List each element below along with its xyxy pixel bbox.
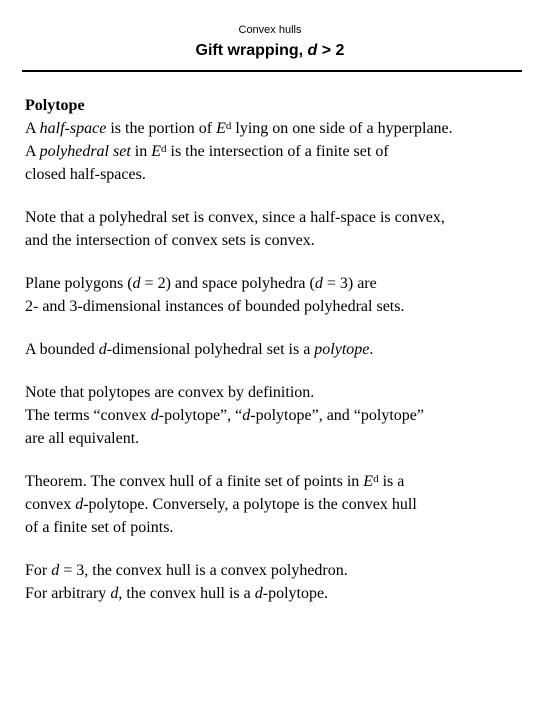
text-run: , the convex hull is a	[118, 585, 255, 602]
variable-d: d	[132, 275, 141, 292]
section-heading: Polytope	[25, 97, 85, 114]
text-run: = 3, the convex hull is a convex polyhedron.	[59, 562, 348, 579]
theorem-line	[25, 493, 525, 516]
case-arbitrary-d-line	[25, 582, 525, 605]
text-run: is the portion of	[106, 120, 217, 137]
text-line: are all equivalent.	[25, 430, 140, 447]
text-line: and the intersection of convex sets is convex.	[25, 232, 315, 249]
text-run: = 3) are	[322, 275, 377, 292]
term-polytope: polytope	[314, 341, 370, 358]
space-symbol: E	[363, 473, 374, 490]
term-half-space: half-space	[39, 120, 107, 137]
text-run: For	[25, 562, 52, 579]
case-d3-line	[25, 559, 525, 582]
text-run: A bounded	[25, 341, 99, 358]
variable-d: d	[51, 562, 60, 579]
text-line: Note that a polyhedral set is convex, since a half-space is convex,	[25, 209, 445, 226]
text-run: is the intersection of a finite set of	[166, 143, 389, 160]
variable-d: d	[314, 275, 323, 292]
title-variable: d	[307, 42, 318, 59]
text-run: convex	[25, 496, 76, 513]
text-run: -polytope. Conversely, a polytope is the convex hull	[83, 496, 417, 513]
text-run: .	[369, 341, 374, 358]
space-symbol: E	[151, 143, 161, 160]
variable-d: d	[110, 585, 119, 602]
space-symbol: E	[216, 120, 226, 137]
variable-d: d	[150, 407, 159, 424]
slide-title	[0, 42, 540, 60]
text-line: 2- and 3-dimensional instances of bounded polyhedral sets.	[25, 298, 405, 315]
dimension-superscript: d	[225, 120, 232, 132]
text-run: -polytope.	[262, 585, 329, 602]
title-suffix: > 2	[317, 42, 345, 59]
variable-d: d	[75, 496, 84, 513]
text-run: is a	[378, 473, 405, 490]
polygon-polyhedra-line	[25, 272, 525, 295]
term-polyhedral-set: polyhedral set	[39, 143, 131, 160]
text-line: closed half-spaces.	[25, 166, 146, 183]
text-run: Theorem. The convex hull of a finite set of points in	[25, 473, 364, 490]
text-run: Plane polygons (	[25, 275, 133, 292]
header-divider	[22, 70, 522, 72]
text-run: A	[25, 120, 40, 137]
variable-d: d	[254, 585, 263, 602]
dimension-superscript: d	[373, 473, 379, 485]
variable-d: d	[98, 341, 107, 358]
text-run: in	[130, 143, 152, 160]
text-line: Note that polytopes are convex by definition.	[25, 384, 315, 401]
dimension-superscript: d	[161, 143, 167, 155]
polytope-definition	[25, 338, 525, 361]
text-run: -dimensional polyhedral set is a	[106, 341, 315, 358]
title-prefix: Gift wrapping,	[195, 42, 308, 59]
slide-body	[25, 94, 525, 605]
text-run: lying on one side of a hyperplane.	[231, 120, 453, 137]
slide-topic: Convex hulls	[238, 24, 302, 36]
terms-line	[25, 404, 525, 427]
polyhedral-set-definition	[25, 140, 525, 163]
text-run: A	[25, 143, 40, 160]
half-space-definition	[25, 117, 525, 140]
text-run: The terms “convex	[25, 407, 151, 424]
text-run: -polytope”, and “polytope”	[250, 407, 424, 424]
text-line: of a finite set of points.	[25, 519, 174, 536]
text-run: = 2) and space polyhedra (	[140, 275, 315, 292]
variable-d: d	[242, 407, 251, 424]
text-run: For arbitrary	[25, 585, 111, 602]
theorem-line	[25, 470, 525, 493]
text-run: -polytope”, “	[158, 407, 243, 424]
